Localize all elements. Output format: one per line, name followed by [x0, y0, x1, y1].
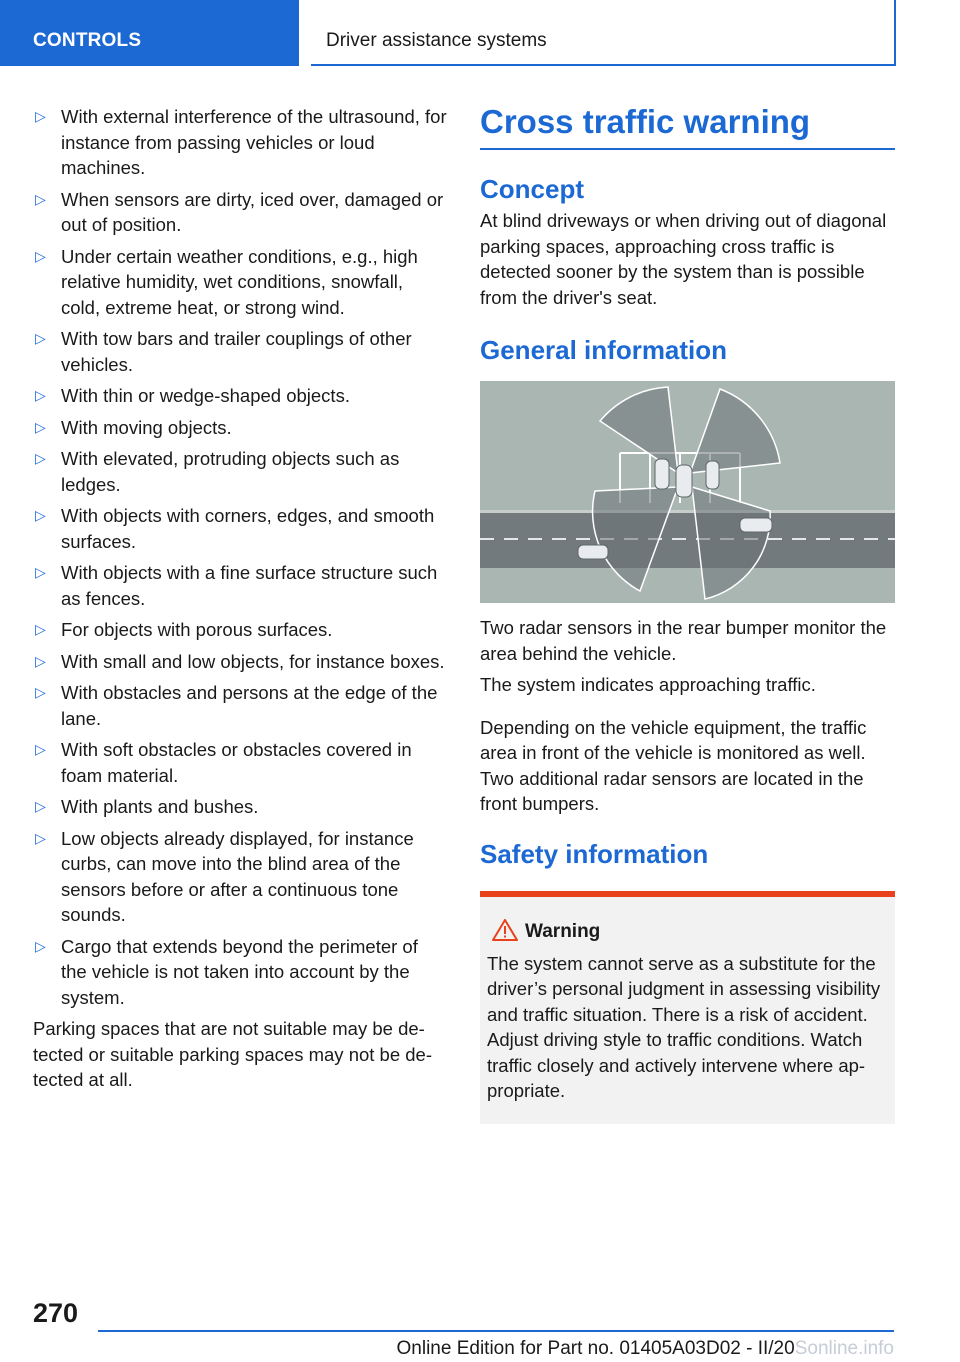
triangle-right-icon: ▷ [35, 108, 46, 124]
warning-text: The system cannot serve as a substitute for the driver’s personal judgment in assessing visibility and traffic situation. There is a risk of accident. Adjust driving style to traffic conditions. Watch traffic closely and actively intervene where appropriate. [487, 952, 881, 1101]
general-text-2: The system indicates approaching traffic. [480, 674, 816, 695]
list-item: ▷ Low objects already displayed, for instance curbs, can move into the blind area of the sensors before or after a continuous tone sounds. [35, 827, 414, 925]
triangle-right-icon: ▷ [35, 507, 46, 523]
limitations-list [33, 104, 447, 1010]
list-item: ▷ With objects with a fine surface structure such as fences. [35, 562, 438, 609]
list-item: ▷ With elevated, protruding objects such as ledges. [35, 448, 400, 495]
list-item: ▷ With objects with corners, edges, and smooth surfaces. [35, 505, 435, 552]
general-text-3: Depending on the vehicle equipment, the traffic area in front of the vehicle is monitored as well. Two additional radar sensors are located in the front bumpers. [480, 716, 867, 814]
triangle-right-icon: ▷ [35, 387, 46, 403]
list-item: ▷ With small and low objects, for instance boxes. [33, 649, 447, 675]
list-item: ▷ For objects with porous surfaces. [33, 617, 447, 643]
warning-title: Warning [525, 920, 601, 942]
list-item: ▷ Under certain weather conditions, e.g., high relative humidity, wet conditions, snowfall, cold, extreme heat, or strong wind. [35, 245, 418, 318]
triangle-right-icon: ▷ [35, 418, 46, 435]
header-gap [299, 0, 311, 66]
triangle-right-icon: ▷ [35, 937, 46, 954]
safety-heading: Safety information [480, 838, 709, 869]
list-item: ▷ When sensors are dirty, iced over, damaged or out of position. [35, 188, 444, 235]
triangle-right-icon: ▷ [35, 450, 46, 466]
footer-edition [300, 1338, 894, 1360]
triangle-right-icon: ▷ [35, 247, 46, 264]
list-item: ▷ With soft obstacles or obstacles covered in foam material. [35, 739, 412, 786]
triangle-right-icon: ▷ [35, 564, 46, 580]
triangle-right-icon: ▷ [35, 330, 46, 346]
triangle-right-icon: ▷ [35, 684, 46, 700]
list-item: ▷ With tow bars and trailer couplings of other vehicles. [35, 328, 412, 375]
triangle-right-icon: ▷ [35, 621, 46, 637]
list-item: ▷ With external interference of the ultrasound, for instance from passing vehicles or loud machines. [35, 106, 447, 178]
list-item: ▷ With thin or wedge-shaped objects. [33, 383, 447, 409]
section-title: CONTROLS [33, 30, 142, 51]
triangle-right-icon: ▷ [35, 741, 46, 757]
triangle-right-icon: ▷ [35, 798, 46, 814]
chapter-header [311, 0, 896, 66]
general-text-1: Two radar sensors in the rear bumper monitor the area behind the vehicle. [480, 617, 887, 664]
right-column [480, 100, 895, 1124]
watermark-text: Sonline.info [794, 1338, 894, 1359]
list-item: ▷ With plants and bushes. [33, 794, 447, 820]
radar-coverage-illustration [480, 381, 895, 603]
warning-box [480, 891, 895, 1124]
concept-heading: Concept [480, 174, 584, 204]
triangle-right-icon: ▷ [35, 190, 46, 207]
footer-divider [98, 1330, 894, 1332]
list-item: ▷ With moving objects. [33, 415, 447, 441]
page-number: 270 [33, 1298, 79, 1328]
general-heading: General information [480, 335, 728, 365]
concept-text: At blind driveways or when driving out of diagonal parking spaces, approaching cross traffic is detected sooner by the system than is possible from the driver's seat. [480, 210, 887, 308]
triangle-right-icon: ▷ [35, 829, 46, 846]
triangle-right-icon: ▷ [35, 652, 46, 669]
section-tab [0, 0, 299, 66]
left-column [33, 104, 447, 1093]
page-title: Cross traffic warning [480, 100, 895, 150]
list-item: ▷ Cargo that extends beyond the perimeter of the vehicle is not taken into account by the system. [35, 935, 418, 1008]
warning-triangle-icon [492, 919, 518, 941]
closing-paragraph: Parking spaces that are not suitable may be detected or suitable parking spaces may not be detected at all. [33, 1018, 433, 1090]
list-item: ▷ With obstacles and persons at the edge of the lane. [35, 682, 438, 729]
edition-text: Online Edition for Part no. 01405A03D02 - II/20 [396, 1338, 795, 1359]
chapter-title: Driver assistance systems [326, 30, 547, 51]
radar-diagram-icon [480, 381, 895, 603]
